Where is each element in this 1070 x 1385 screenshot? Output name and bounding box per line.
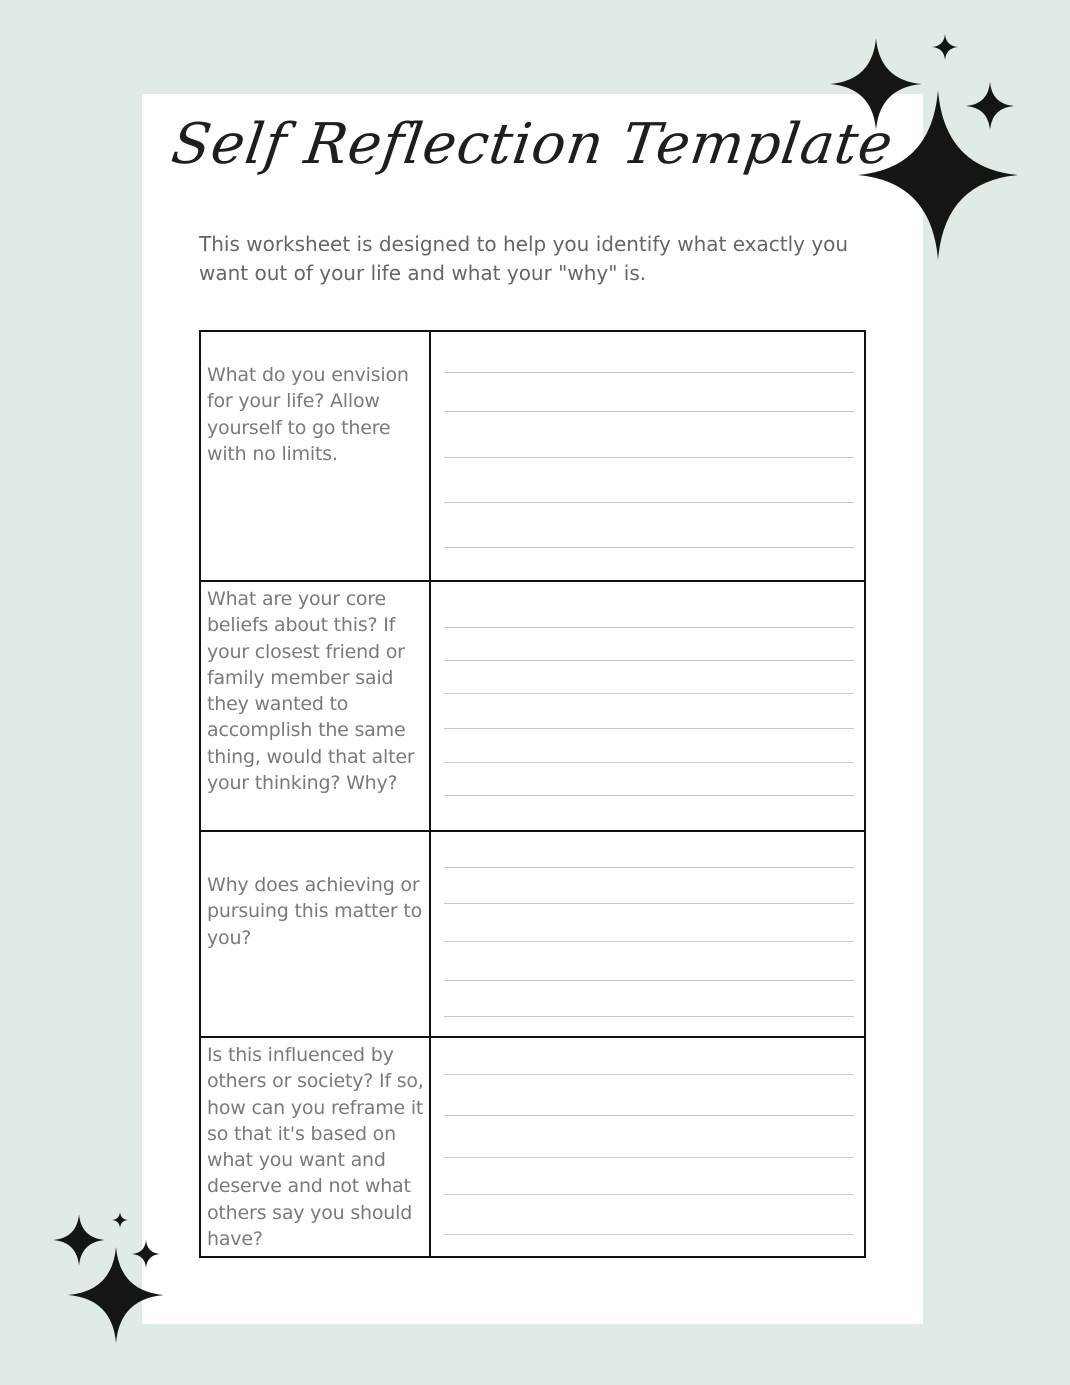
page-title: Self Reflection Template bbox=[167, 112, 898, 177]
answer-line[interactable] bbox=[444, 502, 854, 503]
answer-line[interactable] bbox=[444, 457, 854, 458]
answer-line[interactable] bbox=[444, 1234, 854, 1235]
intro-text: This worksheet is designed to help you identify what exactly you want out of your life and what your "why" is. bbox=[199, 232, 849, 285]
question-cell bbox=[201, 582, 431, 832]
answer-line[interactable] bbox=[444, 867, 854, 868]
answer-line[interactable] bbox=[444, 1115, 854, 1116]
table-row bbox=[201, 580, 864, 832]
table-row bbox=[201, 830, 864, 1038]
table-row bbox=[201, 332, 864, 580]
reflection-table bbox=[199, 330, 866, 1258]
answer-line[interactable] bbox=[444, 547, 854, 548]
answer-line[interactable] bbox=[444, 903, 854, 904]
answer-line[interactable] bbox=[444, 1074, 854, 1075]
question-text: What are your core beliefs about this? If your closest friend or family member said they wanted to accomplish the same thing, would that alter your thinking? Why? bbox=[207, 588, 415, 795]
question-cell bbox=[201, 832, 431, 1038]
question-text: Why does achieving or pursuing this matter to you? bbox=[207, 874, 423, 949]
sparkle-star-icon bbox=[932, 34, 958, 60]
sparkle-star-icon bbox=[112, 1212, 128, 1228]
answer-line[interactable] bbox=[444, 1016, 854, 1017]
table-row bbox=[201, 1036, 864, 1256]
sparkle-star-icon bbox=[68, 1246, 164, 1344]
answer-line[interactable] bbox=[444, 795, 854, 796]
answer-line[interactable] bbox=[444, 1157, 854, 1158]
answer-line[interactable] bbox=[444, 980, 854, 981]
question-cell bbox=[201, 332, 431, 580]
answer-line[interactable] bbox=[444, 372, 854, 373]
question-text: Is this influenced by others or society? If so, how can you reframe it so that it's based on what you want and deserve and not what others say you should have? bbox=[207, 1044, 424, 1251]
answer-line[interactable] bbox=[444, 941, 854, 942]
answer-line[interactable] bbox=[444, 728, 854, 729]
answer-line[interactable] bbox=[444, 693, 854, 694]
answer-line[interactable] bbox=[444, 1194, 854, 1195]
question-cell bbox=[201, 1038, 431, 1256]
answer-line[interactable] bbox=[444, 660, 854, 661]
answer-line[interactable] bbox=[444, 411, 854, 412]
answer-line[interactable] bbox=[444, 627, 854, 628]
question-text: What do you envision for your life? Allow yourself to go there with no limits. bbox=[207, 364, 409, 465]
answer-line[interactable] bbox=[444, 762, 854, 763]
